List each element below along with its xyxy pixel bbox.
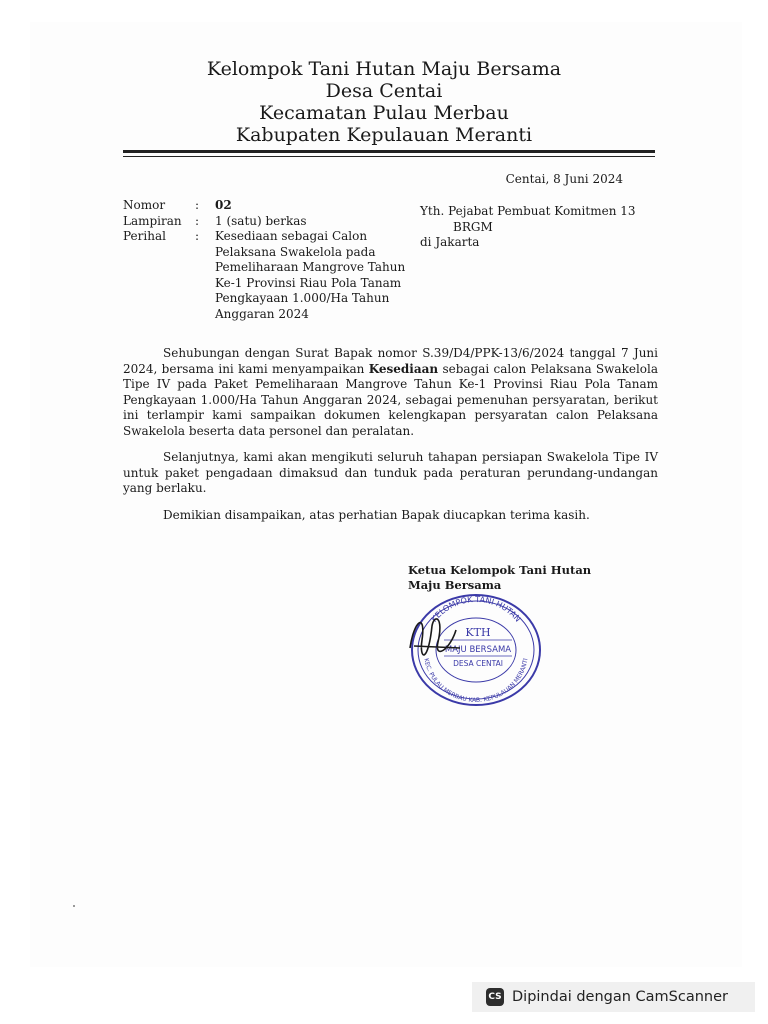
- p2-text: Selanjutnya, kami akan mengikuti seluruh tahapan persiapan Swakelola Tipe IV untuk paket pengadaan dimaksud dan tunduk pada peraturan perundang-undangan yang berlaku.: [123, 450, 658, 495]
- letterhead-district: Kecamatan Pulau Merbau: [259, 102, 509, 124]
- svg-text:KTH: KTH: [465, 626, 491, 639]
- camscanner-logo-icon: CS: [486, 988, 504, 1006]
- perihal-label: Perihal: [123, 229, 166, 243]
- recipient-block: [420, 204, 636, 251]
- letterhead-org: Kelompok Tani Hutan Maju Bersama: [206, 58, 562, 80]
- nomor-colon: :: [195, 198, 200, 212]
- body-paragraph-3: [123, 508, 658, 524]
- nomor-label: Nomor: [123, 198, 166, 212]
- camscanner-text: Dipindai dengan CamScanner: [512, 989, 729, 1005]
- body-paragraph-1: [123, 346, 658, 439]
- letterhead-village: Desa Centai: [325, 80, 443, 102]
- scan-speck: [73, 905, 75, 907]
- nomor-value: 02: [215, 198, 232, 212]
- p3-text: Demikian disampaikan, atas perhatian Bapak diucapkan terima kasih.: [163, 508, 590, 522]
- letter-meta: [123, 198, 415, 322]
- letterhead-regency: Kabupaten Kepulauan Meranti: [235, 124, 533, 146]
- meta-row-lampiran: [123, 214, 415, 230]
- letterhead: [0, 58, 768, 146]
- signer-title: Ketua Kelompok Tani Hutan: [408, 563, 592, 577]
- official-stamp: [404, 590, 544, 708]
- letter-date: Centai, 8 Juni 2024: [505, 172, 623, 186]
- letterhead-rule-thin: [123, 156, 655, 157]
- meta-row-nomor: [123, 198, 415, 214]
- recipient-title: Yth. Pejabat Pembuat Komitmen 13: [420, 204, 636, 218]
- svg-text:KEC. PULAU MERBAU KAB. KEPULAU: KEC. PULAU MERBAU KAB. KEPULAUAN MERANTI: [422, 657, 530, 705]
- meta-row-perihal: [123, 229, 415, 322]
- letterhead-rule-thick: [123, 150, 655, 153]
- svg-text:MAJU BERSAMA: MAJU BERSAMA: [444, 645, 512, 655]
- recipient-agency: BRGM: [453, 219, 493, 234]
- perihal-value: Kesediaan sebagai Calon Pelaksana Swakelola pada Pemeliharaan Mangrove Tahun Ke-1 Provinsi Riau Pola Tanam Pengkayaan 1.000/Ha Tahun Anggaran 2024: [215, 229, 406, 321]
- signer-org: Maju Bersama: [408, 578, 502, 592]
- svg-text:DESA CENTAI: DESA CENTAI: [453, 659, 503, 668]
- body-paragraph-2: [123, 450, 658, 497]
- p1-text-a: Sehubungan dengan Surat Bapak nomor S.39/D4/PPK-13/6/2024 tanggal 7 Juni 2024, bersama ini kami menyampaikan: [123, 346, 658, 376]
- p1-text-b: sebagai calon Pelaksana Swakelola Tipe IV pada Paket Pemeliharaan Mangrove Tahun Ke-1 Provinsi Riau Pola Tanam Pengkayaan 1.000/Ha Tahun Anggaran 2024, sebagai pemenuhan persyaratan, berikut ini terlampir kami sampaikan dokumen kelengkapan persyaratan calon Pelaksana Swakelola beserta data personel dan peralatan.: [123, 361, 658, 438]
- lampiran-value: 1 (satu) berkas: [215, 213, 307, 228]
- recipient-location: di Jakarta: [420, 235, 480, 249]
- signature-block: [408, 563, 591, 593]
- perihal-colon: :: [195, 229, 200, 243]
- lampiran-label: Lampiran: [123, 213, 182, 228]
- p1-bold-term: Kesediaan: [368, 361, 439, 376]
- svg-text:KELOMPOK TANI HUTAN: KELOMPOK TANI HUTAN: [429, 594, 523, 624]
- camscanner-watermark: [472, 982, 755, 1012]
- lampiran-colon: :: [195, 213, 200, 228]
